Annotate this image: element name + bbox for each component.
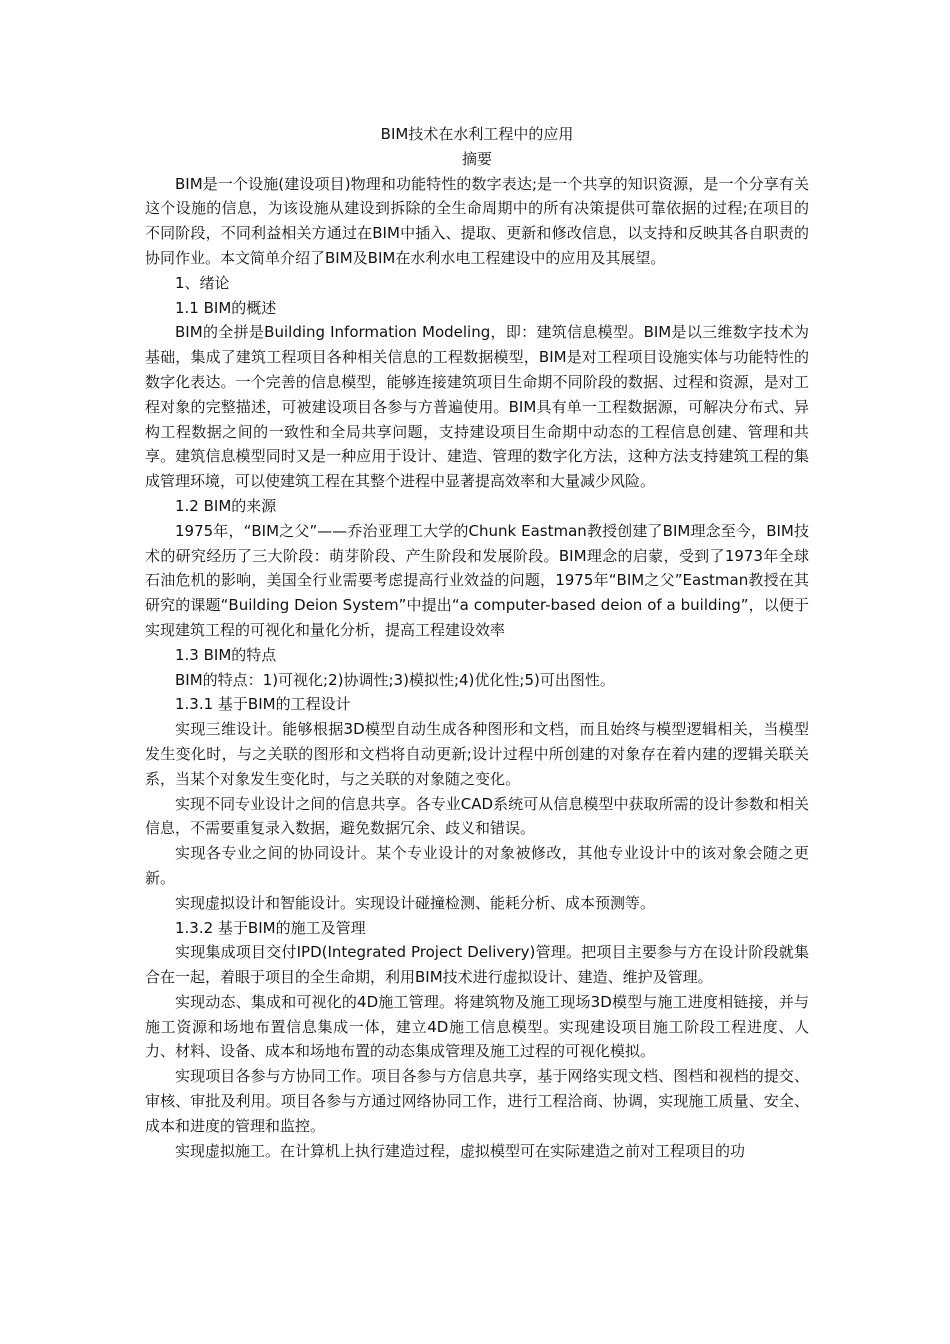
paragraph-1-3-1-4: 实现虚拟设计和智能设计。实现设计碰撞检测、能耗分析、成本预测等。	[175, 893, 656, 912]
abstract-paragraph: BIM是一个设施(建设项目)物理和功能特性的数字表达;是一个共享的知识资源，是一个分享有关这个设施的信息，为该设施从建设到拆除的全生命周期中的所有决策提供可靠依据的过程;在项目的不同阶段，不同利益相关方通过在BIM中插入、提取、更新和修改信息，以支持和反映其各自职责的协同作业。本文简单介绍了BIM及BIM在水利水电工程建设中的应用及其展望。	[145, 174, 809, 267]
section-heading-1: 1、绪论	[175, 273, 230, 292]
section-heading-1-3-1: 1.3.1 基于BIM的工程设计	[175, 695, 351, 714]
paragraph-1-3-2-4: 实现虚拟施工。在计算机上执行建造过程，虚拟模型可在实际建造之前对工程项目的功	[175, 1141, 746, 1160]
section-heading-1-3-2: 1.3.2 基于BIM的施工及管理	[175, 918, 366, 937]
paragraph-1-3-1-2: 实现不同专业设计之间的信息共享。各专业CAD系统可从信息模型中获取所需的设计参数和相关信息，不需要重复录入数据，避免数据冗余、歧义和错误。	[145, 794, 809, 838]
document-page	[145, 122, 809, 1163]
document-title: BIM技术在水利工程中的应用	[380, 125, 574, 143]
paragraph-1-3-1-1: 实现三维设计。能够根据3D模型自动生成各种图形和文档，而且始终与模型逻辑相关，当模型发生变化时，与之关联的图形和文档将自动更新;设计过程中所创建的对象存在着内建的逻辑关联关系，当某个对象发生变化时，与之关联的对象随之变化。	[145, 720, 809, 788]
paragraph-1-3-2-2: 实现动态、集成和可视化的4D施工管理。将建筑物及施工现场3D模型与施工进度相链接，并与施工资源和场地布置信息集成一体，建立4D施工信息模型。实现建设项目施工阶段工程进度、人力、材料、设备、成本和场地布置的动态集成管理及施工过程的可视化模拟。	[145, 992, 809, 1061]
paragraph-1-3-1: BIM的特点：1)可视化;2)协调性;3)模拟性;4)优化性;5)可出图性。	[175, 670, 615, 689]
paragraph-1-3-2-1: 实现集成项目交付IPD(Integrated Project Delivery)管理。把项目主要参与方在设计阶段就集合在一起，着眼于项目的全生命期，利用BIM技术进行虚拟设计、建造、维护及管理。	[145, 943, 809, 987]
section-heading-1-3: 1.3 BIM的特点	[175, 645, 277, 664]
abstract-heading: 摘要	[461, 149, 492, 168]
paragraph-1-1-1: BIM的全拼是Building Information Modeling，即：建筑信息模型。BIM是以三维数字技术为基础，集成了建筑工程项目各种相关信息的工程数据模型，BIM是对工程项目设施实体与功能特性的数字化表达。一个完善的信息模型，能够连接建筑项目生命期不同阶段的数据、过程和资源，是对工程对象的完整描述，可被建设项目各参与方普遍使用。BIM具有单一工程数据源，可解决分布式、异构工程数据之间的一致性和全局共享问题，支持建设项目生命期中动态的工程信息创建、管理和共享。建筑信息模型同时又是一种应用于设计、建造、管理的数字化方法，这种方法支持建筑工程的集成管理环境，可以使建筑工程在其整个进程中显著提高效率和大量减少风险。	[145, 323, 809, 491]
section-heading-1-2: 1.2 BIM的来源	[175, 496, 277, 515]
section-heading-1-1: 1.1 BIM的概述	[175, 298, 277, 317]
paragraph-1-3-2-3: 实现项目各参与方协同工作。项目各参与方信息共享，基于网络实现文档、图档和视档的提交、审核、审批及利用。项目各参与方通过网络协同工作，进行工程洽商、协调，实现施工质量、安全、成本和进度的管理和监控。	[145, 1067, 809, 1135]
paragraph-1-2-1: 1975年，“BIM之父”——乔治亚理工大学的Chunk Eastman教授创建了BIM理念至今，BIM技术的研究经历了三大阶段：萌芽阶段、产生阶段和发展阶段。BIM理念的启蒙，受到了1973年全球石油危机的影响，美国全行业需要考虑提高行业效益的问题，1975年“BIM之父”Eastman教授在其研究的课题“Building Deion System”中提出“a computer-based deion of a building”，以便于实现建筑工程的可视化和量化分析，提高工程建设效率	[145, 521, 809, 639]
paragraph-1-3-1-3: 实现各专业之间的协同设计。某个专业设计的对象被修改，其他专业设计中的该对象会随之更新。	[145, 844, 809, 887]
